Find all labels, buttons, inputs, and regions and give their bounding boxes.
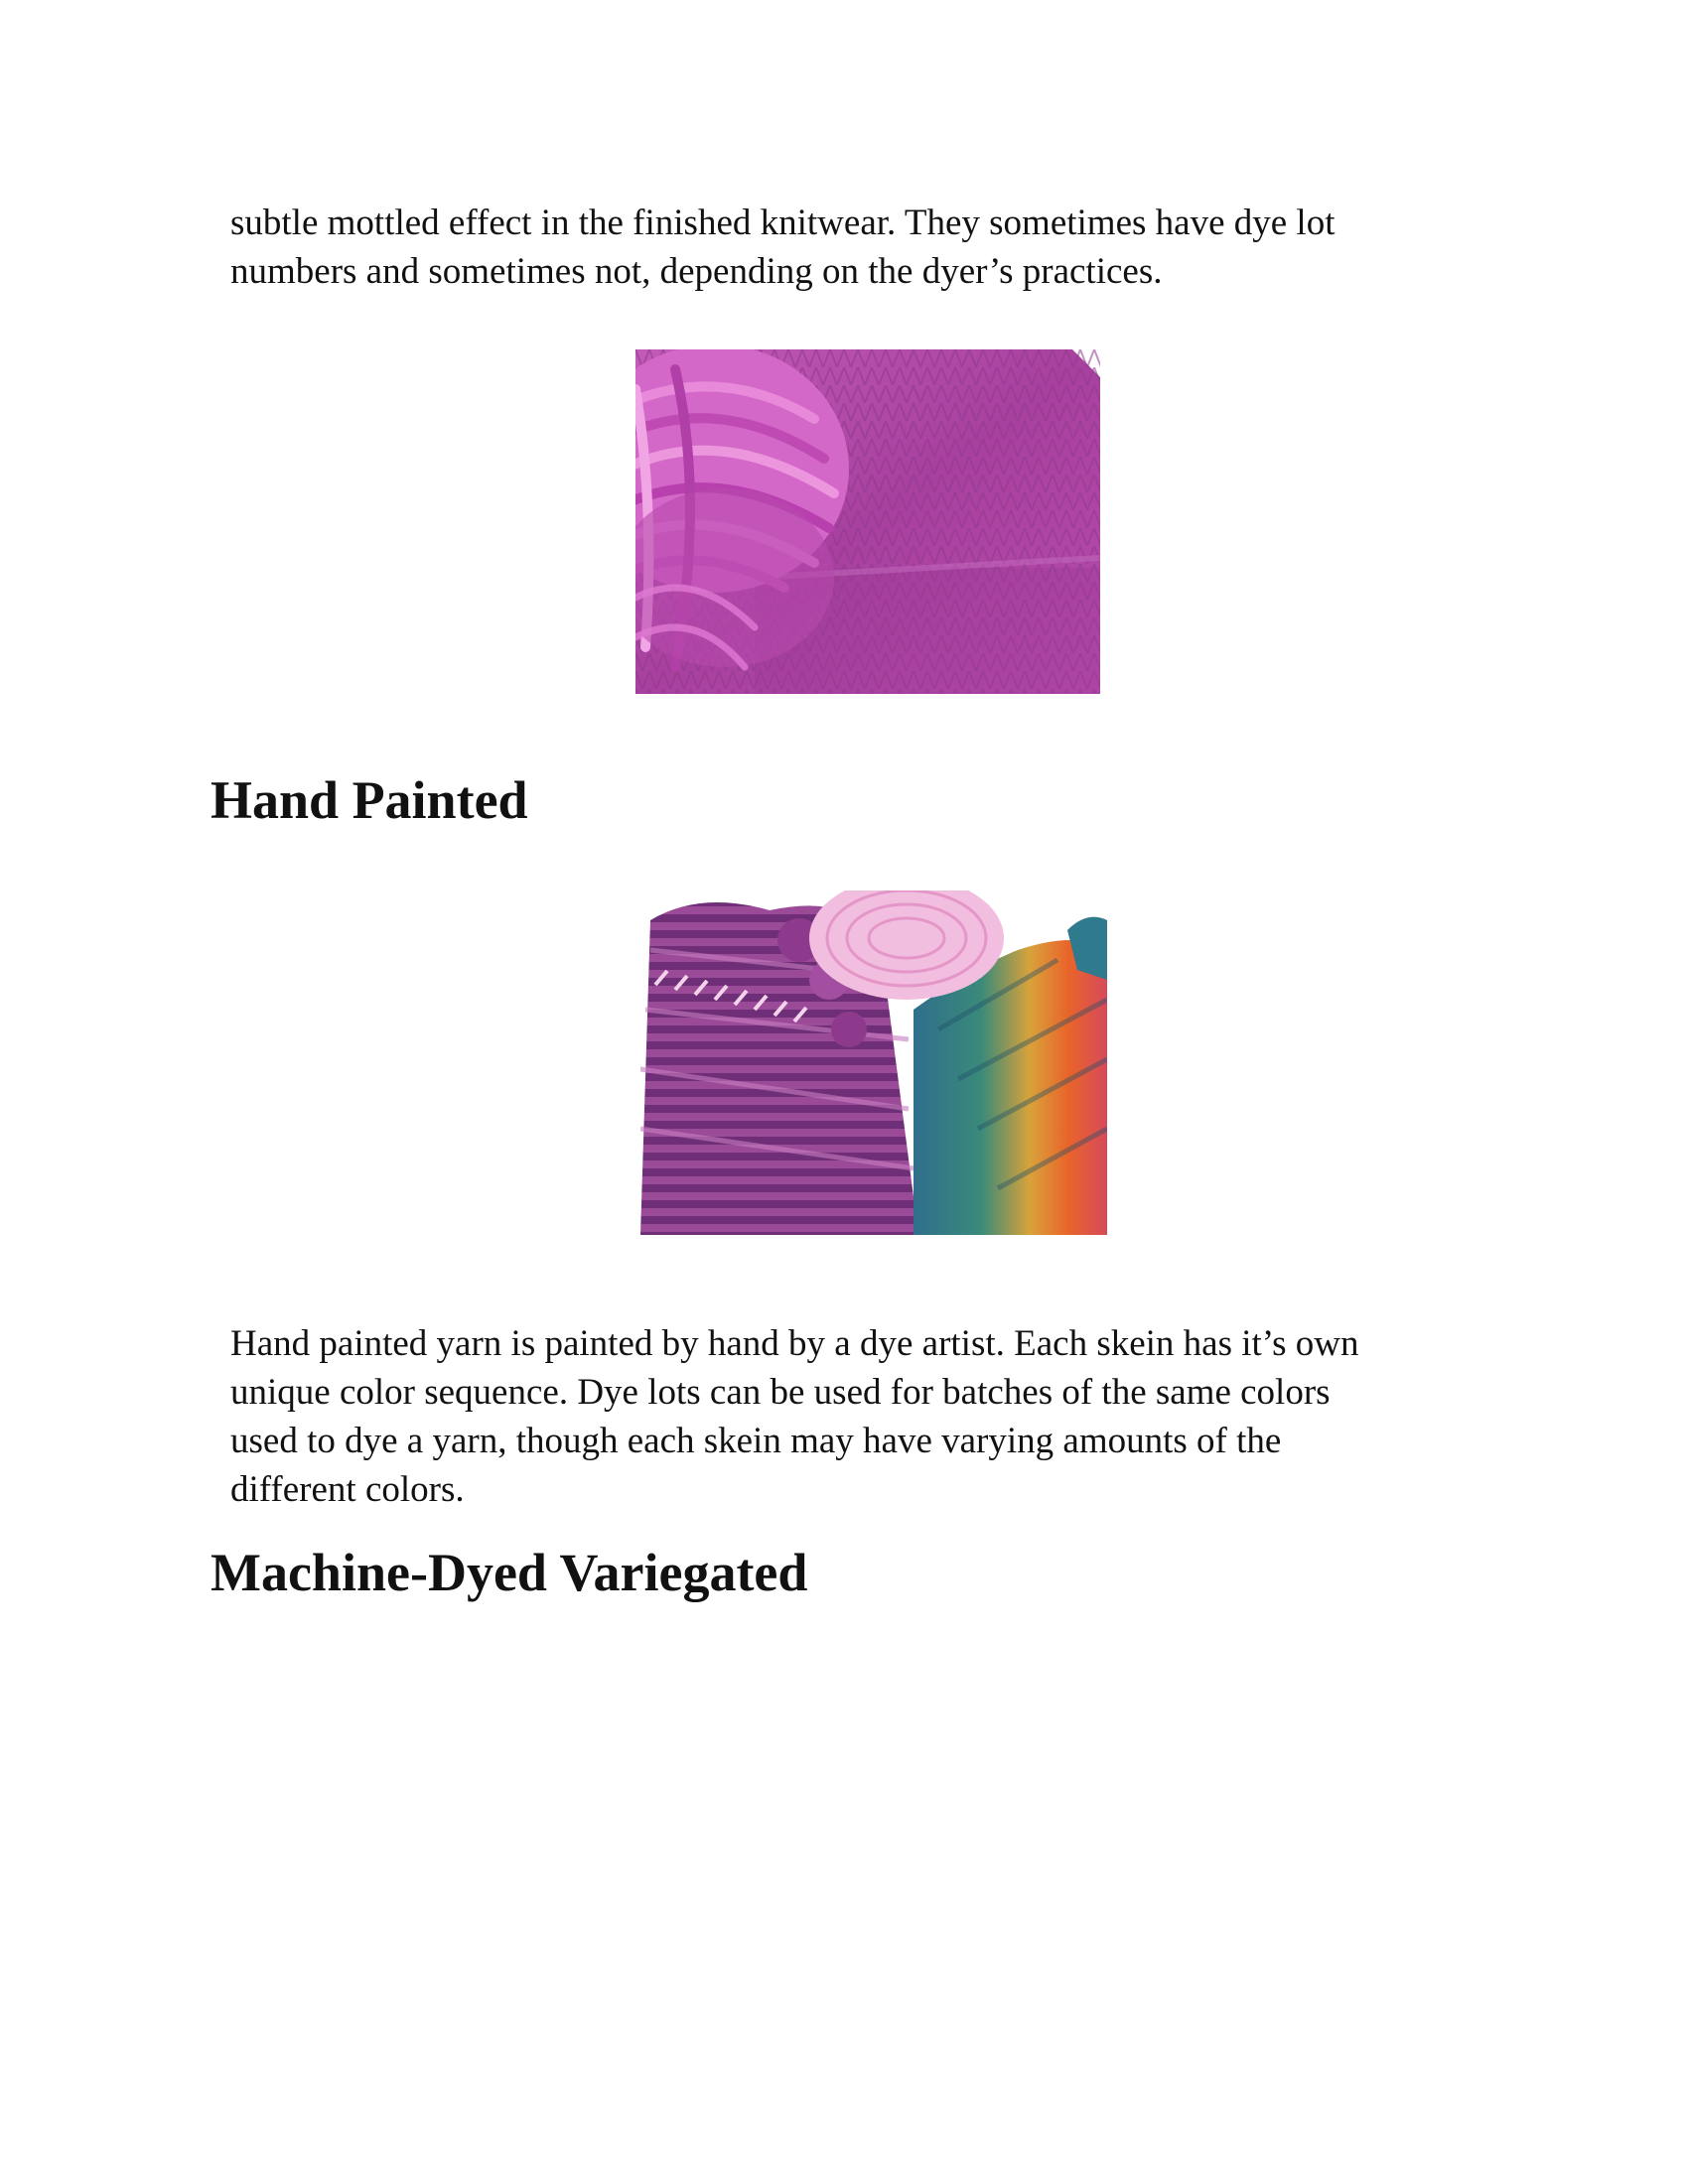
pink-yarn-skein-icon bbox=[635, 349, 1100, 694]
intro-paragraph-line: numbers and sometimes not, depending on the dyer’s practices. bbox=[230, 251, 1163, 292]
intro-paragraph-line: subtle mottled effect in the finished knitwear. They sometimes have dye lot bbox=[230, 203, 1336, 243]
intro-paragraph bbox=[230, 199, 1511, 296]
hand-painted-paragraph-line: Hand painted yarn is painted by hand by a dye artist. Each skein has it’s own bbox=[230, 1323, 1359, 1364]
hand-painted-yarn-photo bbox=[640, 890, 1107, 1235]
machine-dyed-variegated-heading: Machine-Dyed Variegated bbox=[211, 1543, 808, 1602]
hand-painted-yarn-icon bbox=[640, 890, 1107, 1235]
hand-painted-paragraph-line: unique color sequence. Dye lots can be used for batches of the same colors bbox=[230, 1372, 1331, 1413]
hand-painted-heading: Hand Painted bbox=[211, 770, 528, 830]
hand-painted-paragraph-line: different colors. bbox=[230, 1469, 465, 1510]
hand-painted-paragraph bbox=[230, 1319, 1511, 1514]
hand-painted-paragraph-line: used to dye a yarn, though each skein may have varying amounts of the bbox=[230, 1421, 1282, 1461]
pink-yarn-skein-photo bbox=[635, 349, 1100, 694]
